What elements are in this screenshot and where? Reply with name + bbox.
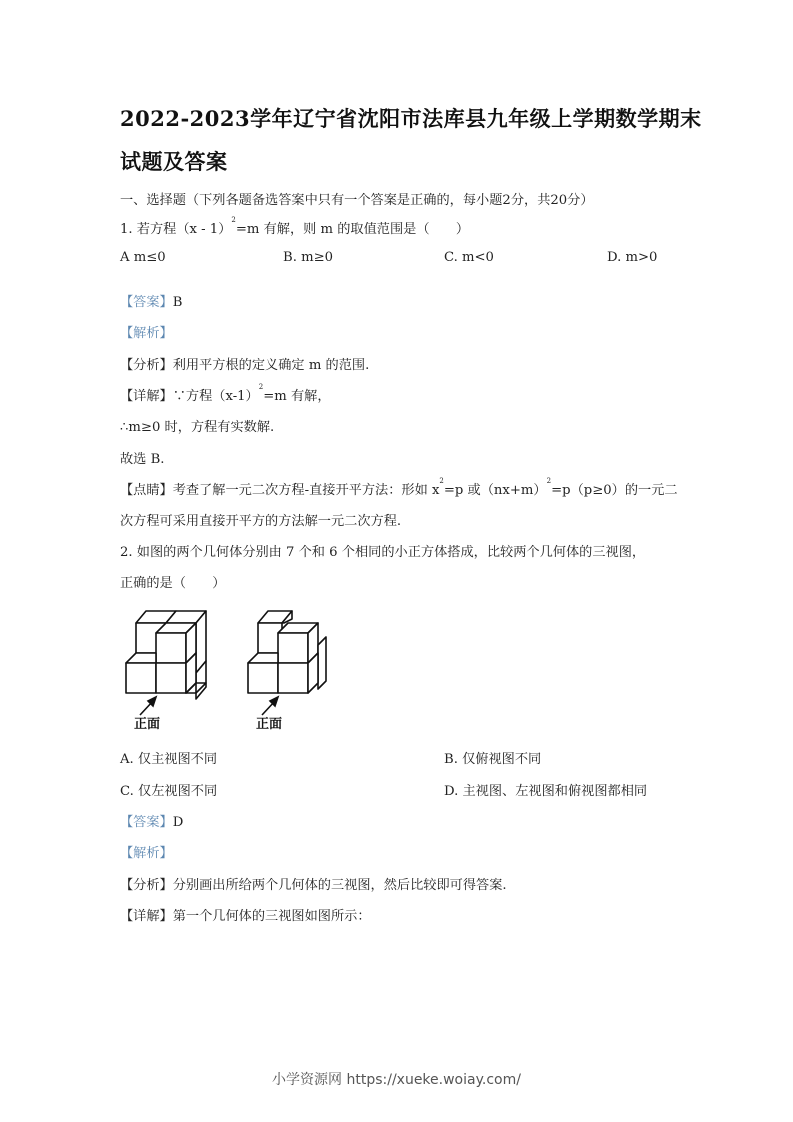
q1-dianjing-exp-2: 2 bbox=[546, 477, 552, 485]
q1-answer-value: B bbox=[172, 295, 183, 310]
q1-answer bbox=[120, 291, 182, 310]
q1-dianjing-line-2: 次方程可采用直接开平方的方法解一元二次方程. bbox=[120, 514, 402, 529]
q2-fenxi-text: 分别画出所给两个几何体的三视图，然后比较即可得答案. bbox=[172, 878, 507, 893]
q2-answer bbox=[120, 811, 183, 830]
figure-solid-7-cubes bbox=[118, 605, 218, 730]
q2-stem-line-1: 2. 如图的两个几何体分别由 7 个和 6 个相同的小正方体搭成，比较两个几何体的三视图， bbox=[120, 545, 646, 560]
q1-stem-exponent: 2 bbox=[231, 216, 236, 224]
page-title-line-1: 2022-2023学年辽宁省沈阳市法库县九年级上学期数学期末 bbox=[120, 106, 702, 131]
q1-dianjing-exp-1: 2 bbox=[439, 477, 444, 485]
q2-fenxi bbox=[120, 874, 507, 893]
q1-stem-post: =m 有解，则 m 的取值范围是（ ） bbox=[235, 222, 470, 237]
q2-stem-line-2: 正确的是（ ） bbox=[120, 576, 226, 591]
q2-option-b: B. 仅俯视图不同 bbox=[444, 752, 542, 767]
q2-xiangjie bbox=[120, 905, 371, 924]
footer-watermark: 小学资源网 https://xueke.woiay.com/ bbox=[272, 1072, 521, 1088]
q1-option-a: A m≤0 bbox=[120, 250, 166, 265]
q2-fenxi-label: 【分析】 bbox=[120, 878, 173, 893]
page-title-line-2: 试题及答案 bbox=[120, 149, 228, 174]
q1-dianjing-a: 考查了解一元二次方程-直接开平方法：形如 x bbox=[172, 483, 440, 498]
section-heading: 一、选择题（下列各题备选答案中只有一个答案是正确的，每小题2分，共20分） bbox=[120, 193, 594, 208]
q1-analysis-label: 【解析】 bbox=[120, 326, 173, 341]
q1-stem-pre: 1. 若方程（x - 1） bbox=[120, 222, 232, 237]
q1-xiangjie-post: =m 有解， bbox=[263, 389, 331, 404]
q1-dianjing-b: =p 或（nx+m） bbox=[443, 483, 547, 498]
q1-dianjing-c: =p（p≥0）的一元二 bbox=[551, 483, 678, 498]
figure-1-front-label: 正面 bbox=[134, 717, 161, 730]
q1-step-3: 故选 B. bbox=[120, 452, 165, 467]
q1-xiangjie-exponent: 2 bbox=[258, 383, 264, 391]
q1-option-b: B. m≥0 bbox=[283, 250, 334, 265]
q2-answer-label: 【答案】 bbox=[120, 815, 173, 830]
q1-option-d: D. m>0 bbox=[607, 250, 658, 265]
q1-step-2: ∴m≥0 时，方程有实数解. bbox=[120, 420, 275, 435]
q2-xiangjie-label: 【详解】 bbox=[120, 909, 173, 924]
q2-analysis-label: 【解析】 bbox=[120, 846, 173, 861]
q1-fenxi bbox=[120, 354, 369, 373]
q1-option-c: C. m<0 bbox=[444, 250, 494, 265]
q1-xiangjie-pre: ∵方程（x-1） bbox=[172, 389, 259, 404]
q2-xiangjie-text: 第一个几何体的三视图如图所示： bbox=[172, 909, 371, 924]
q2-option-d: D. 主视图、左视图和俯视图都相同 bbox=[444, 784, 648, 799]
q1-fenxi-text: 利用平方根的定义确定 m 的范围. bbox=[172, 358, 370, 373]
figure-solid-6-cubes bbox=[240, 605, 340, 730]
q1-answer-label: 【答案】 bbox=[120, 295, 173, 310]
q2-option-a: A. 仅主视图不同 bbox=[120, 752, 218, 767]
q2-answer-value: D bbox=[172, 815, 184, 830]
q1-stem bbox=[120, 218, 469, 237]
q1-dianjing bbox=[120, 479, 678, 498]
figure-2-front-label: 正面 bbox=[256, 717, 283, 730]
q1-fenxi-label: 【分析】 bbox=[120, 358, 173, 373]
q1-dianjing-label: 【点睛】 bbox=[120, 483, 173, 498]
q1-xiangjie bbox=[120, 385, 331, 404]
q1-xiangjie-label: 【详解】 bbox=[120, 389, 173, 404]
q2-option-c: C. 仅左视图不同 bbox=[120, 784, 218, 799]
